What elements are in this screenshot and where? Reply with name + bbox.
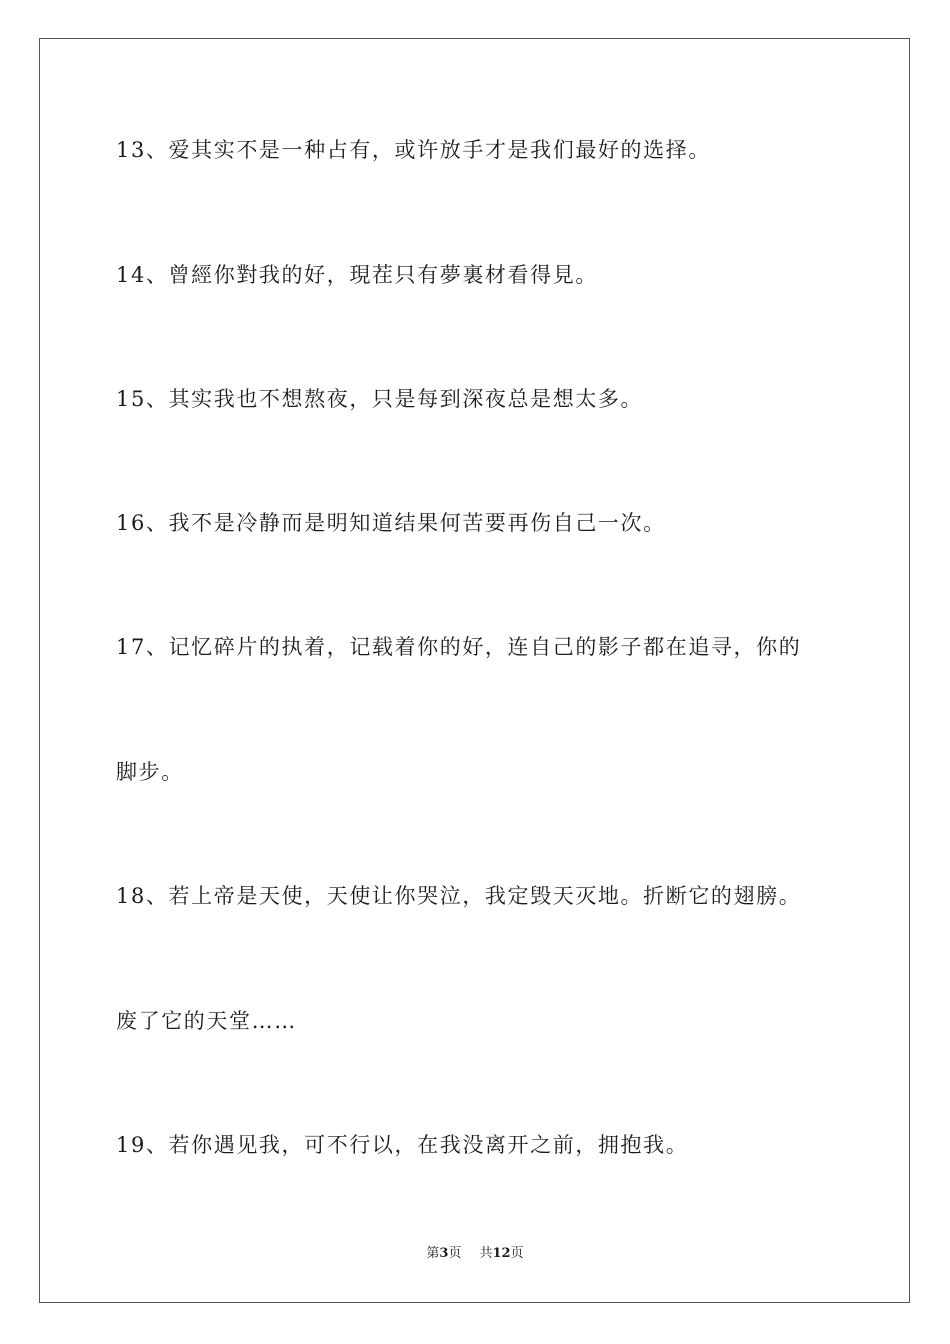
entry-14-line-1: 14、曾經你對我的好，現茬只有夢裏材看得見。 (116, 263, 598, 287)
total-suffix: 页 (510, 1246, 524, 1261)
page-suffix: 页 (448, 1246, 462, 1261)
page-number: 3 (439, 1246, 449, 1261)
entry-18-line-2: 废了它的天堂…… (116, 1009, 297, 1033)
page-border (39, 38, 910, 1303)
entry-19-line-1: 19、若你遇见我，可不行以，在我没离开之前，拥抱我。 (116, 1133, 689, 1157)
entry-17-line-1: 17、记忆碎片的执着，记载着你的好，连自己的影子都在追寻，你的 (116, 635, 802, 659)
page-prefix: 第 (426, 1246, 440, 1261)
total-prefix: 共 (479, 1246, 493, 1261)
entry-15-line-1: 15、其实我也不想熬夜，只是每到深夜总是想太多。 (116, 387, 644, 411)
page-footer (0, 1245, 950, 1263)
entry-16-line-1: 16、我不是冷静而是明知道结果何苦要再伤自己一次。 (116, 511, 666, 535)
entry-17-line-2: 脚步。 (116, 760, 184, 784)
total-pages: 12 (492, 1246, 511, 1261)
entry-18-line-1: 18、若上帝是天使，天使让你哭泣，我定毁天灭地。折断它的翅膀。 (116, 884, 802, 908)
entry-13-line-1: 13、爱其实不是一种占有，或许放手才是我们最好的选择。 (116, 138, 711, 162)
